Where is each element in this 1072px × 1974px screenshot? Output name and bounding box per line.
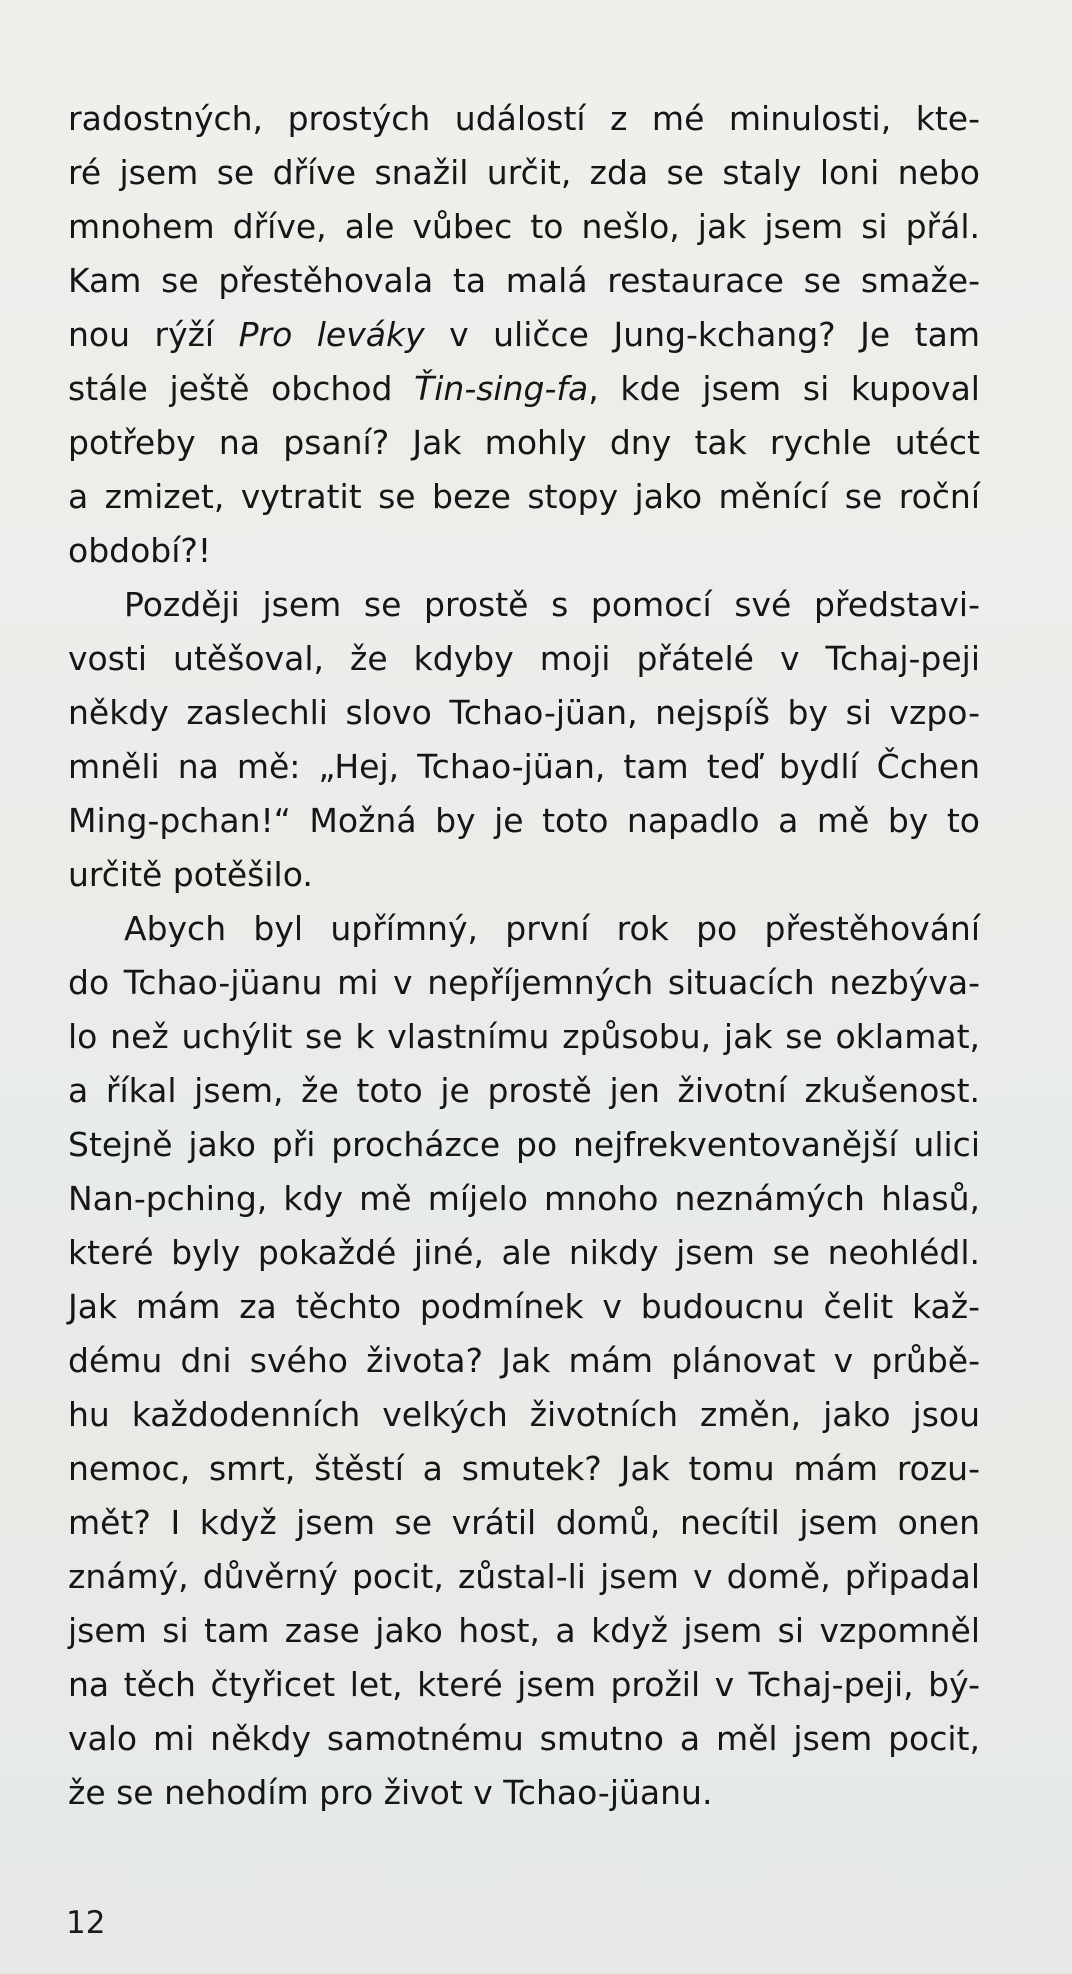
text-line: nemoc, smrt, štěstí a smutek? Jak tomu mám rozu- bbox=[68, 1449, 980, 1488]
text-line: hu každodenních velkých životních změn, jako jsou bbox=[68, 1395, 980, 1434]
text-line: ré jsem se dříve snažil určit, zda se staly loni nebo bbox=[68, 153, 980, 192]
text-line: mněli na mě: „Hej, Tchao-jüan, tam teď bydlí Čchen bbox=[68, 747, 980, 786]
text-line: Jak mám za těchto podmínek v budoucnu čelit kaž- bbox=[68, 1287, 980, 1326]
text-line: někdy zaslechli slovo Tchao-jüan, nejspíš by si vzpo- bbox=[68, 693, 980, 732]
text-line: radostných, prostých událostí z mé minulosti, kte- bbox=[68, 99, 980, 138]
text-line: Později jsem se prostě s pomocí své představi- bbox=[124, 585, 980, 624]
paragraph-3 bbox=[68, 902, 980, 1820]
italic-proper-name: Pro leváky bbox=[238, 315, 425, 354]
text-line: že se nehodím pro život v Tchao-jüanu. bbox=[68, 1773, 713, 1812]
text-line: dému dni svého života? Jak mám plánovat v průbě- bbox=[68, 1341, 980, 1380]
body-text bbox=[68, 92, 980, 1820]
text-line: potřeby na psaní? Jak mohly dny tak rychle utéct bbox=[68, 423, 980, 462]
paragraph-2 bbox=[68, 578, 980, 902]
text-line: Stejně jako při procházce po nejfrekventovanější ulici bbox=[68, 1125, 980, 1164]
text-line: mnohem dříve, ale vůbec to nešlo, jak jsem si přál. bbox=[68, 207, 980, 246]
page-number: 12 bbox=[66, 1905, 106, 1941]
text-line: mět? I když jsem se vrátil domů, necítil jsem onen bbox=[68, 1503, 980, 1542]
text-line: jsem si tam zase jako host, a když jsem si vzpomněl bbox=[68, 1611, 980, 1650]
text-line: Abych byl upřímný, první rok po přestěhování bbox=[124, 909, 980, 948]
text-line: vosti utěšoval, že kdyby moji přátelé v Tchaj-peji bbox=[68, 639, 980, 678]
text-line: Kam se přestěhovala ta malá restaurace se smaže- bbox=[68, 261, 980, 300]
paragraph-1 bbox=[68, 92, 980, 578]
text-line: a zmizet, vytratit se beze stopy jako měnící se roční bbox=[68, 477, 980, 516]
text-line: známý, důvěrný pocit, zůstal-li jsem v domě, připadal bbox=[68, 1557, 980, 1596]
text-line: do Tchao-jüanu mi v nepříjemných situacích nezbýva- bbox=[68, 963, 980, 1002]
text-line: a říkal jsem, že toto je prostě jen životní zkušenost. bbox=[68, 1071, 980, 1110]
text-line: určitě potěšilo. bbox=[68, 855, 313, 894]
text-line: období?! bbox=[68, 531, 212, 570]
text-line: Ming-pchan!“ Možná by je toto napadlo a mě by to bbox=[68, 801, 980, 840]
text-line: lo než uchýlit se k vlastnímu způsobu, jak se oklamat, bbox=[68, 1017, 980, 1056]
text-line: Nan-pching, kdy mě míjelo mnoho neznámých hlasů, bbox=[68, 1179, 980, 1218]
text-line-italic-title: stále ještě obchod Ťin-sing-fa, kde jsem si kupoval bbox=[68, 369, 980, 408]
text-line: valo mi někdy samotnému smutno a měl jsem pocit, bbox=[68, 1719, 980, 1758]
text-line: na těch čtyřicet let, které jsem prožil v Tchaj-peji, bý- bbox=[68, 1665, 980, 1704]
text-line-italic-title: nou rýží Pro leváky v uličce Jung-kchang? Je tam bbox=[68, 315, 980, 354]
text-line: které byly pokaždé jiné, ale nikdy jsem se neohlédl. bbox=[68, 1233, 980, 1272]
italic-proper-name: Ťin-sing-fa bbox=[414, 369, 589, 408]
